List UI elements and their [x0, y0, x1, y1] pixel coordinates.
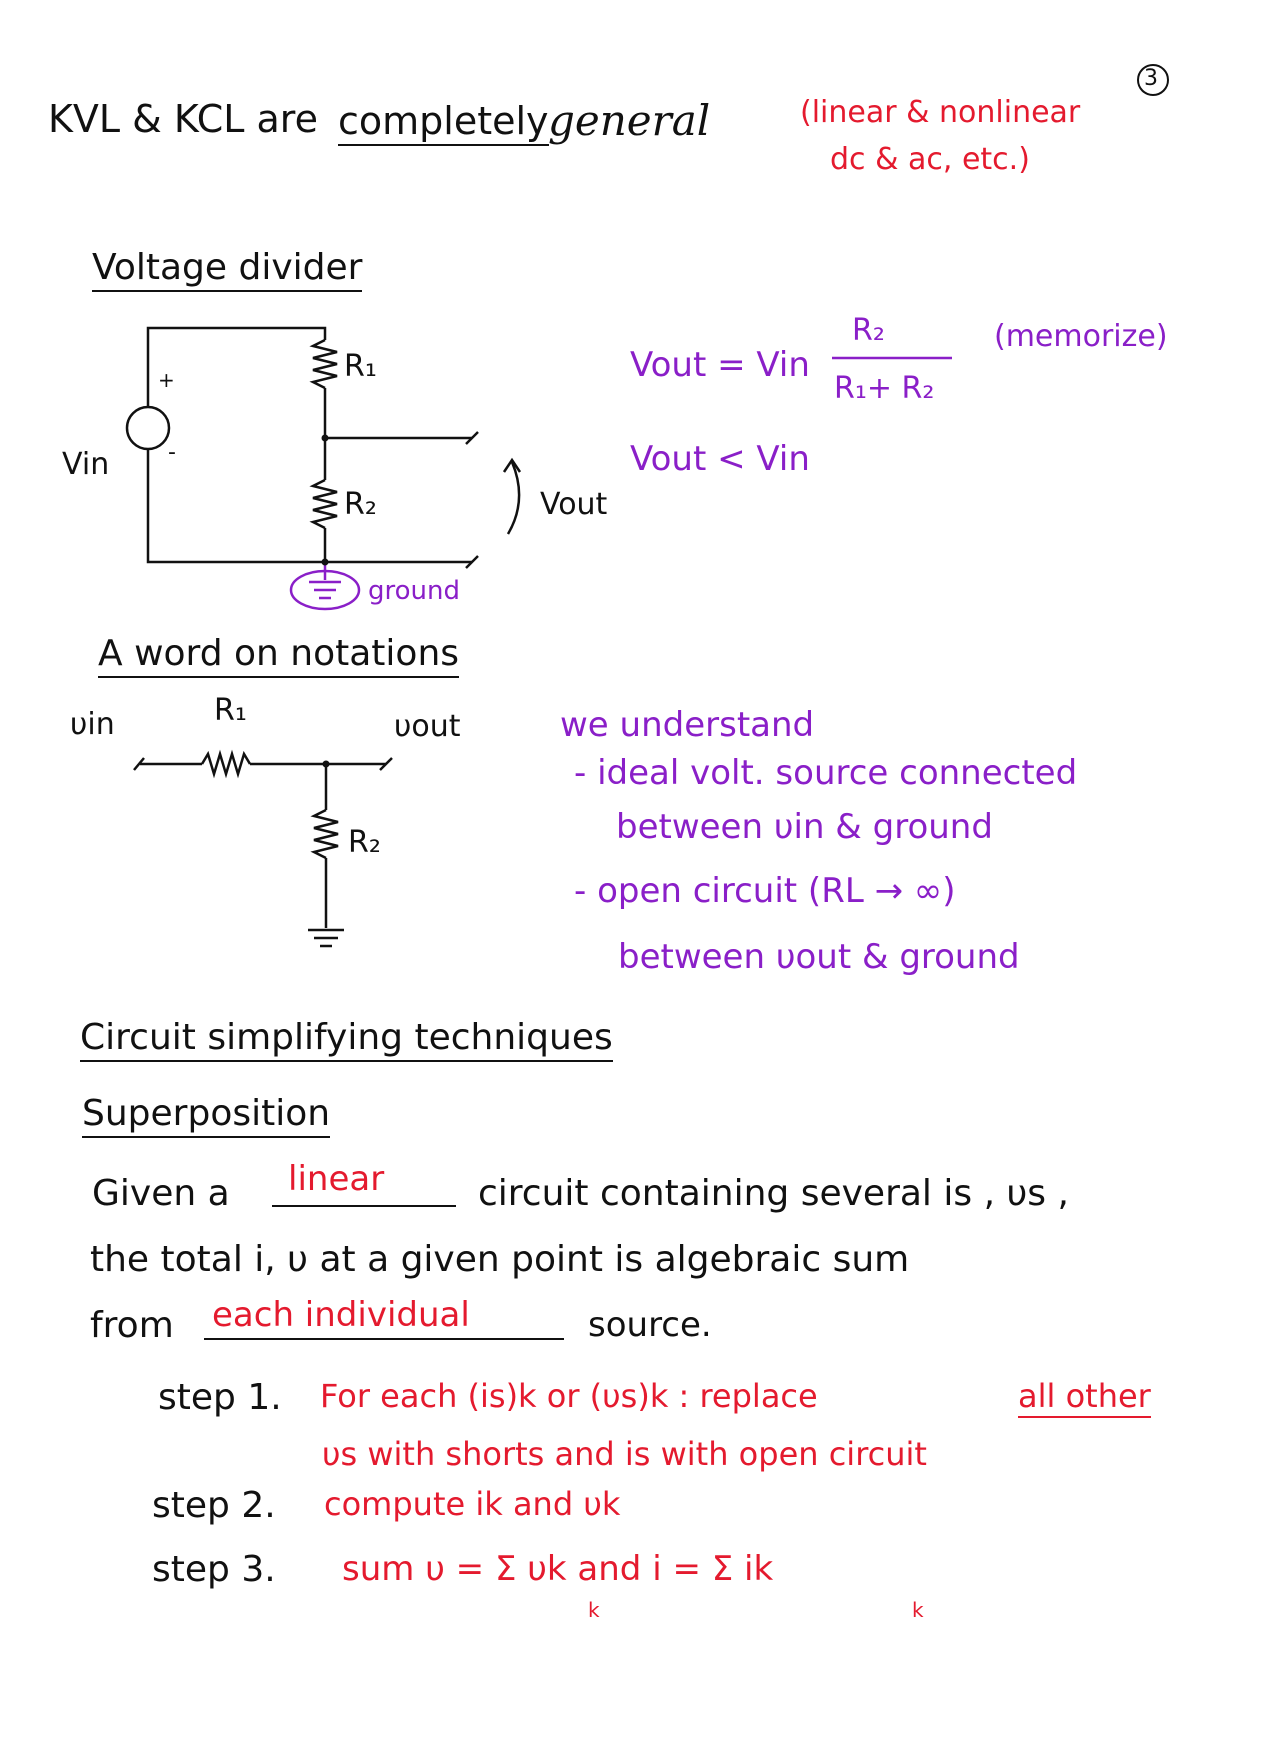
understand-item2-line1: - open circuit (RL → ∞) [574, 871, 956, 911]
superposition-heading: Superposition [82, 1096, 330, 1138]
formula-numerator: R₂ [852, 313, 885, 348]
notation-r1-label: R₁ [214, 693, 247, 728]
header-note-line2: dc & ac, etc.) [830, 142, 1030, 177]
header-statement-general: general [548, 96, 711, 145]
vout-label: Vout [540, 487, 608, 522]
notation-vin-label: υin [70, 707, 115, 742]
header-statement-completely: completely [338, 102, 549, 146]
understand-item1-line1: - ideal volt. source connected [574, 753, 1078, 793]
each-individual-fill: each individual [212, 1295, 470, 1335]
step3-text: sum υ = Σ υk and i = Σ ik [342, 1549, 774, 1589]
r1-label: R₁ [344, 349, 377, 384]
given-text: Given a [92, 1173, 230, 1214]
step2-text: compute ik and υk [324, 1485, 621, 1523]
sum-index-i: k [912, 1598, 924, 1622]
algebraic-sum-line: the total i, υ at a given point is algebraic sum [90, 1239, 910, 1280]
vout-less-than-vin: Vout < Vin [630, 439, 810, 479]
techniques-heading: Circuit simplifying techniques [80, 1020, 613, 1062]
memorize-note: (memorize) [994, 319, 1168, 354]
understand-item2-line2: between υout & ground [618, 937, 1020, 977]
each-individual-blank [204, 1338, 564, 1340]
notation-ground [308, 858, 344, 946]
voltage-divider-heading: Voltage divider [92, 250, 362, 292]
notation-r2-label: R₂ [348, 825, 381, 860]
step1-line2: υs with shorts and is with open circuit [322, 1435, 927, 1473]
formula-lhs: Vout = Vin [630, 345, 810, 385]
header-statement-a: KVL & KCL are [48, 97, 318, 141]
source-minus: - [168, 440, 176, 465]
notation-r2-resistor [314, 810, 338, 858]
linear-blank [272, 1205, 456, 1207]
page-number: 3 [1144, 66, 1158, 91]
step1-text: For each (is)k or (υs)k : replace [320, 1377, 818, 1415]
step2-label: step 2. [152, 1485, 276, 1526]
given-rest: circuit containing several is , υs , [478, 1173, 1069, 1214]
source-text: source. [588, 1305, 712, 1345]
we-understand: we understand [560, 705, 815, 745]
notation-vout-label: υout [394, 709, 461, 744]
sum-index-v: k [588, 1598, 600, 1622]
notations-heading: A word on notations [98, 636, 459, 678]
step3-label: step 3. [152, 1549, 276, 1590]
source-plus: + [158, 368, 175, 392]
understand-item1-line2: between υin & ground [616, 807, 993, 847]
r2-label: R₂ [344, 487, 377, 522]
vin-label: Vin [62, 447, 110, 482]
step1-all-other: all other [1018, 1380, 1151, 1418]
formula-denominator: R₁+ R₂ [834, 371, 935, 406]
step1-label: step 1. [158, 1377, 282, 1418]
linear-fill: linear [288, 1159, 385, 1199]
ground-label: ground [368, 576, 460, 606]
notation-r1-resistor [202, 754, 250, 774]
header-note-line1: (linear & nonlinear [800, 95, 1081, 130]
from-text: from [90, 1305, 174, 1346]
